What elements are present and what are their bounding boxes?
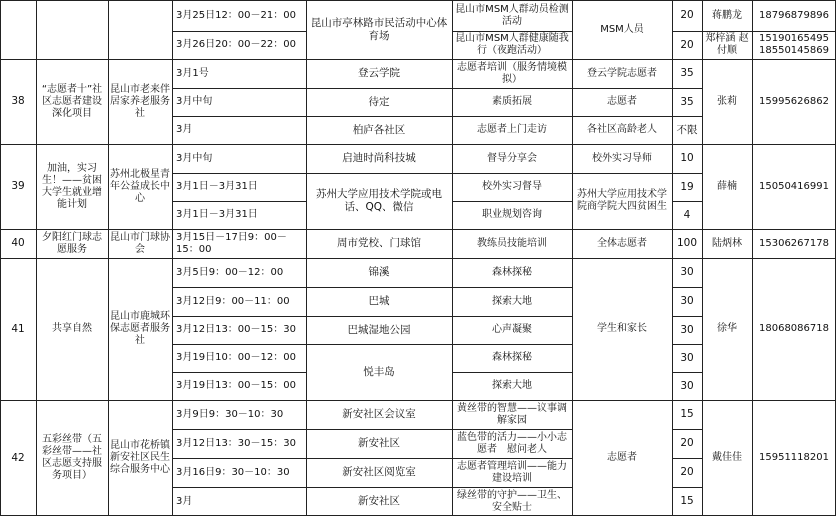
activity-content: 督导分享会 [487, 152, 537, 164]
grid-line [0, 400, 836, 401]
grid-line [752, 144, 753, 229]
participant-count: 4 [683, 208, 691, 221]
grid-line [452, 287, 573, 288]
activity-content: 昆山市MSM人群动员检测活动 [455, 3, 569, 27]
grid-line [672, 144, 673, 229]
activity-content: 探索大地 [492, 295, 532, 307]
activity-content: 森林探秘 [492, 266, 532, 278]
grid-line [672, 31, 703, 32]
activity-place: 锦溪 [368, 266, 390, 278]
grid-line [306, 173, 453, 174]
organization-name: 昆山市鹿城环保志愿者服务社 [110, 311, 170, 346]
grid-line [452, 458, 573, 459]
grid-line [0, 229, 1, 258]
target-group: 校外实习导师 [592, 152, 652, 164]
contact-person: 蒋鹏龙 [712, 9, 742, 21]
contact-phone: 15306267178 [759, 237, 829, 249]
grid-line [752, 258, 753, 400]
activity-content: 教练员技能培训 [477, 237, 547, 249]
row-number: 42 [11, 451, 25, 464]
grid-line [452, 59, 453, 144]
grid-line [172, 59, 173, 144]
grid-line [306, 59, 307, 144]
activity-time: 3月9日9：30－10：30 [176, 408, 284, 420]
target-group: 登云学院志愿者 [587, 67, 657, 79]
grid-line [572, 116, 673, 117]
activity-time: 3月25日12：00－21：00 [176, 9, 296, 21]
grid-line [36, 144, 37, 229]
activity-time: 3月 [176, 124, 193, 135]
contact-person: 薛楠 [717, 180, 737, 192]
contact-person: 陆炳林 [712, 237, 742, 249]
contact-phone: 15050416991 [759, 180, 829, 192]
grid-line [572, 144, 573, 229]
activity-place: 巴城湿地公园 [347, 323, 411, 336]
grid-line [452, 372, 573, 373]
project-name: 五彩丝带（五彩丝带——社区志愿支持服务项目） [42, 434, 102, 481]
participant-count: 30 [680, 295, 694, 307]
grid-line [306, 88, 453, 89]
target-group: MSM人员 [600, 23, 644, 35]
organization-name: 苏州北极星青年公益成长中心 [110, 168, 170, 204]
activity-content: 黄丝带的智慧——议事调解家园 [457, 402, 567, 426]
grid-line [752, 59, 753, 144]
grid-line [672, 116, 703, 117]
grid-line [672, 400, 673, 516]
grid-line [752, 400, 753, 516]
row-number: 41 [11, 322, 25, 335]
grid-line [452, 144, 453, 229]
grid-line [306, 258, 307, 400]
grid-line [672, 173, 703, 174]
grid-line [0, 258, 836, 259]
grid-line [172, 201, 307, 202]
project-name: 夕阳红门球志愿服务 [42, 231, 102, 255]
activity-time: 3月1日－3月31日 [176, 181, 258, 192]
activity-place: 新安社区 [358, 495, 400, 507]
grid-line [572, 258, 573, 400]
activity-time: 3月15日－17日9：00－15：00 [176, 231, 287, 255]
grid-line [452, 344, 573, 345]
participant-count: 20 [680, 9, 694, 21]
activity-place: 启迪时尚科技城 [342, 152, 416, 164]
participant-count: 20 [680, 437, 694, 449]
grid-line [572, 59, 573, 144]
participant-count: 不限 [676, 123, 698, 136]
grid-line [672, 201, 703, 202]
grid-line [306, 144, 307, 229]
grid-line [172, 173, 307, 174]
row-number: 40 [11, 237, 25, 249]
participant-count: 20 [680, 466, 694, 478]
activity-content: 昆山市MSM人群健康随我行（夜跑活动） [455, 33, 569, 56]
activity-content: 志愿者上门走访 [477, 124, 547, 135]
grid-line [0, 0, 836, 1]
grid-line [306, 400, 307, 516]
participant-count: 10 [680, 152, 694, 164]
participant-count: 15 [680, 408, 694, 420]
activity-time: 3月1日－3月31日 [176, 209, 258, 220]
grid-line [0, 258, 1, 400]
activity-place: 待定 [368, 95, 390, 108]
grid-line [306, 316, 453, 317]
activity-time: 3月1号 [176, 67, 209, 79]
grid-line [672, 88, 703, 89]
grid-line [452, 201, 573, 202]
organization-name: 昆山市门球协会 [110, 231, 170, 255]
activity-place: 新安社区会议室 [342, 408, 416, 420]
grid-line [702, 229, 703, 258]
grid-line [572, 173, 673, 174]
grid-line [306, 429, 453, 430]
activity-place: 悦丰岛 [363, 365, 395, 378]
grid-line [172, 31, 307, 32]
grid-line [172, 372, 307, 373]
grid-line [702, 400, 703, 516]
activity-content: 素质拓展 [492, 96, 532, 107]
grid-line [0, 144, 1, 229]
contact-phone: 18068086718 [759, 323, 829, 334]
grid-line [36, 258, 37, 400]
contact-person: 郑梓涵 赵付顺 [705, 33, 749, 56]
grid-line [572, 229, 573, 258]
grid-line [172, 144, 173, 229]
activity-place: 巴城 [368, 295, 390, 307]
grid-line [36, 59, 37, 144]
grid-line [172, 400, 173, 516]
participant-count: 35 [680, 95, 694, 108]
grid-line [0, 400, 1, 516]
grid-line [702, 31, 753, 32]
activity-time: 3月19日13：00－15：00 [176, 380, 296, 391]
grid-line [108, 0, 109, 59]
activity-content: 绿丝带的守护——卫生、安全贴士 [457, 489, 567, 513]
participant-count: 30 [680, 379, 694, 392]
grid-line [572, 400, 573, 516]
participant-count: 30 [680, 351, 694, 364]
grid-line [172, 316, 307, 317]
grid-line [752, 31, 836, 32]
project-name: 加油，实习生！——贫困大学生就业增能计划 [42, 162, 102, 210]
grid-line [306, 344, 453, 345]
grid-line [452, 400, 453, 516]
grid-line [0, 59, 836, 60]
grid-line [0, 59, 1, 144]
project-name: “志愿者十”社区志愿者建设深化项目 [41, 83, 103, 119]
grid-line [108, 400, 109, 516]
grid-line [108, 59, 109, 144]
activity-time: 3月19日10：00－12：00 [176, 352, 296, 363]
grid-line [452, 116, 573, 117]
grid-line [0, 229, 836, 230]
contact-phone: 15951118201 [759, 452, 829, 463]
contact-person: 徐华 [717, 323, 737, 334]
activity-time: 3月12日9：00－11：00 [176, 295, 290, 307]
activity-place: 柏庐各社区 [352, 123, 406, 136]
grid-line [36, 400, 37, 516]
grid-line [172, 429, 307, 430]
grid-line [672, 59, 673, 144]
grid-line [306, 287, 453, 288]
grid-line [108, 229, 109, 258]
grid-line [752, 229, 753, 258]
grid-line [172, 258, 173, 400]
grid-line [702, 258, 703, 400]
grid-line [306, 229, 307, 258]
target-group: 学生和家长 [597, 323, 647, 334]
activity-time: 3月中旬 [176, 152, 213, 164]
project-name [36, 0, 108, 59]
grid-line [702, 144, 703, 229]
grid-line [306, 0, 307, 59]
grid-line [172, 0, 173, 59]
grid-line [672, 429, 703, 430]
activity-time: 3月 [176, 495, 193, 507]
contact-person: 戴佳佳 [712, 452, 742, 463]
activity-time: 3月12日13：00－15：30 [176, 324, 296, 335]
contact-phone: 18796879896 [759, 9, 829, 21]
row-number: 39 [11, 180, 25, 192]
organization-name: 昆山市老来伴居家养老服务社 [110, 83, 170, 119]
row-number: 38 [11, 95, 25, 107]
grid-line [172, 229, 173, 258]
participant-count: 100 [676, 237, 698, 249]
grid-line [36, 0, 37, 59]
grid-line [306, 487, 453, 488]
participant-count: 20 [680, 38, 694, 51]
participant-count: 30 [680, 323, 694, 336]
grid-line [172, 487, 307, 488]
grid-line [672, 372, 703, 373]
contact-person: 张莉 [717, 95, 737, 107]
project-name: 共享自然 [52, 323, 92, 334]
grid-line [452, 31, 573, 32]
grid-line [306, 116, 453, 117]
activity-time: 3月16日9：30－10：30 [176, 466, 290, 478]
target-group: 志愿者 [607, 96, 637, 107]
participant-count: 15 [680, 495, 694, 507]
activity-content: 蓝色带的活力——小小志愿者 慰问老人 [457, 431, 567, 455]
activity-place: 苏州大学应用技术学院或电话、QQ、微信 [316, 188, 442, 213]
row-number [0, 0, 36, 59]
grid-line [572, 88, 673, 89]
activity-time: 3月5日9：00－12：00 [176, 266, 284, 278]
contact-phone: 15190165495 18550145869 [759, 33, 829, 56]
participant-count: 30 [680, 266, 694, 278]
activity-place: 新安社区 [358, 437, 400, 449]
participant-count: 35 [680, 67, 694, 79]
grid-line [452, 429, 573, 430]
grid-line [572, 0, 573, 59]
grid-line [672, 487, 703, 488]
grid-line [672, 229, 673, 258]
grid-line [306, 458, 453, 459]
activity-place: 登云学院 [358, 67, 400, 79]
activity-content: 校外实习督导 [482, 181, 542, 192]
grid-line [452, 173, 573, 174]
grid-line [672, 258, 673, 400]
activity-content: 志愿者管理培训——能力建设培训 [457, 460, 567, 484]
activity-place: 周市党校、门球馆 [337, 237, 421, 249]
target-group: 苏州大学应用技术学院商学院大四贫困生 [577, 189, 667, 212]
grid-line [672, 344, 703, 345]
grid-line [752, 0, 753, 59]
grid-line [172, 344, 307, 345]
grid-line [0, 0, 1, 59]
contact-phone: 15995626862 [759, 95, 829, 107]
grid-line [172, 458, 307, 459]
grid-line [672, 316, 703, 317]
grid-line [452, 258, 453, 400]
grid-line [452, 88, 573, 89]
grid-line [702, 59, 703, 144]
activity-time: 3月26日20：00－22：00 [176, 39, 296, 50]
activity-content: 志愿者培训（服务情境模拟） [457, 61, 567, 85]
organization-name [108, 0, 172, 59]
activity-content: 森林探秘 [492, 352, 532, 363]
organization-name: 昆山市花桥镇新安社区民生综合服务中心 [110, 440, 170, 475]
grid-line [172, 116, 307, 117]
grid-line [672, 287, 703, 288]
activity-time: 3月中旬 [176, 96, 213, 107]
activity-place: 昆山市亭林路市民活动中心体育场 [310, 16, 448, 42]
target-group: 全体志愿者 [597, 237, 647, 249]
participant-count: 19 [680, 180, 694, 193]
grid-line [672, 458, 703, 459]
grid-line [108, 144, 109, 229]
target-group: 各社区高龄老人 [587, 124, 657, 135]
activity-content: 探索大地 [492, 380, 532, 391]
activity-content: 职业规划咨询 [482, 209, 542, 220]
grid-line [702, 0, 703, 59]
grid-line [172, 287, 307, 288]
target-group: 志愿者 [607, 452, 637, 463]
grid-line [452, 487, 573, 488]
grid-line [108, 258, 109, 400]
grid-line [452, 0, 453, 59]
activity-place: 新安社区阅览室 [342, 466, 416, 478]
grid-line [0, 144, 836, 145]
grid-line [672, 0, 673, 59]
activity-content: 心声凝聚 [492, 324, 532, 335]
grid-line [36, 229, 37, 258]
grid-line [452, 316, 573, 317]
activity-time: 3月12日13：30－15：30 [176, 437, 296, 449]
grid-line [172, 88, 307, 89]
grid-line [452, 229, 453, 258]
